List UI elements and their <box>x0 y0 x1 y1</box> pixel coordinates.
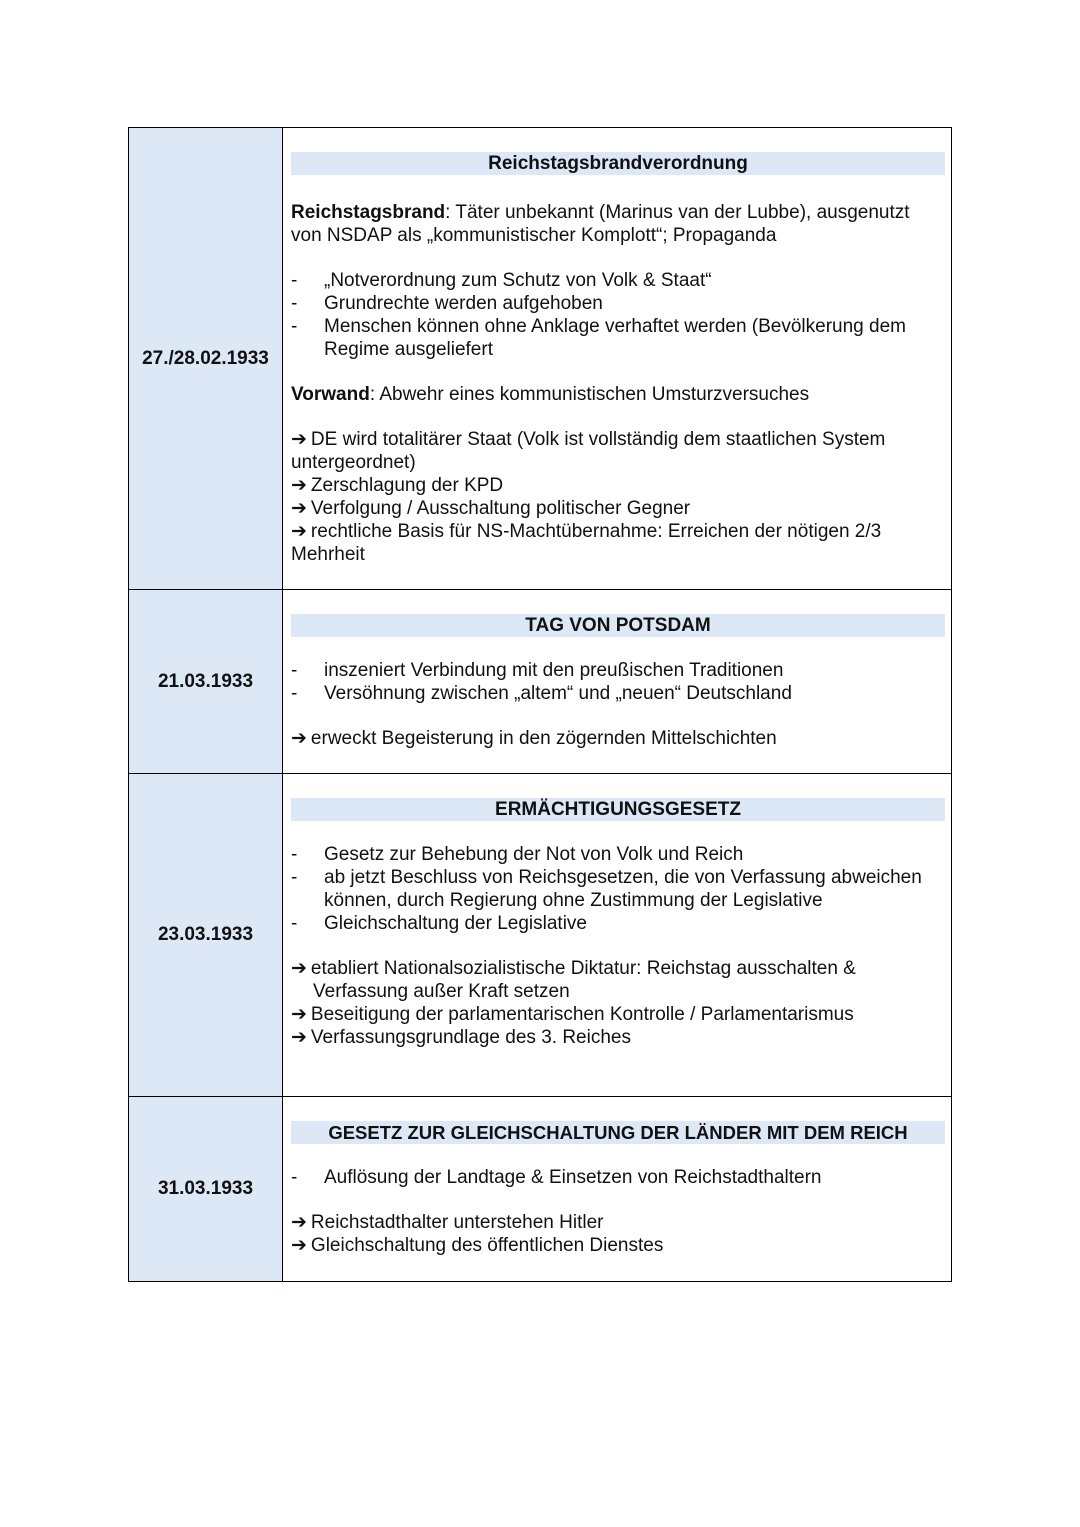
bullet-list <box>291 843 945 935</box>
list-item: - Menschen können ohne Anklage verhaftet werden (Bevölkerung dem Regime ausgeliefert <box>291 315 945 361</box>
consequence-list <box>291 428 945 566</box>
section-heading: ERMÄCHTIGUNGSGESETZ <box>291 798 945 821</box>
table-row <box>129 1096 951 1281</box>
date-cell: 23.03.1933 <box>129 774 283 1096</box>
arrow-icon: ➔ <box>291 1212 307 1233</box>
bullet-list <box>291 1166 945 1189</box>
timeline-table <box>128 127 952 1282</box>
content-cell <box>283 590 951 773</box>
table-row <box>129 773 951 1096</box>
section-heading: GESETZ ZUR GLEICHSCHALTUNG DER LÄNDER MIT DEM REICH <box>291 1121 945 1144</box>
arrow-icon: ➔ <box>291 498 307 519</box>
list-item: - „Notverordnung zum Schutz von Volk & Staat“ <box>291 269 945 292</box>
consequence-list <box>291 727 945 750</box>
list-item: - Gesetz zur Behebung der Not von Volk und Reich <box>291 843 945 866</box>
arrow-icon: ➔ <box>291 1235 307 1256</box>
consequence-item: ➔ rechtliche Basis für NS-Machtübernahme: Erreichen der nötigen 2/3 Mehrheit <box>291 521 882 565</box>
arrow-icon: ➔ <box>291 475 307 496</box>
consequence-item-continuation: Verfassung außer Kraft setzen <box>313 981 570 1002</box>
list-item: - Gleichschaltung der Legislative <box>291 912 945 935</box>
consequence-item: ➔ Zerschlagung der KPD <box>291 475 504 496</box>
list-item: - Versöhnung zwischen „altem“ und „neuen“ Deutschland <box>291 682 945 705</box>
list-item: - inszeniert Verbindung mit den preußischen Traditionen <box>291 659 945 682</box>
arrow-icon: ➔ <box>291 521 307 542</box>
table-row <box>129 589 951 773</box>
consequence-list <box>291 957 945 1049</box>
arrow-icon: ➔ <box>291 429 307 450</box>
content-cell <box>283 774 951 1096</box>
consequence-item: ➔ Beseitigung der parlamentarischen Kontrolle / Parlamentarismus <box>291 1004 854 1025</box>
consequence-item: ➔ Verfolgung / Ausschaltung politischer Gegner <box>291 498 691 519</box>
bullet-list <box>291 659 945 705</box>
content-cell <box>283 1097 951 1281</box>
section-heading: TAG VON POTSDAM <box>291 614 945 637</box>
consequence-item: ➔ Gleichschaltung des öffentlichen Dienstes <box>291 1235 664 1256</box>
list-item: - Grundrechte werden aufgehoben <box>291 292 945 315</box>
section-heading: Reichstagsbrandverordnung <box>291 152 945 175</box>
list-item: - Auflösung der Landtage & Einsetzen von Reichstadthaltern <box>291 1166 945 1189</box>
consequence-item: ➔ Reichstadthalter unterstehen Hitler <box>291 1212 604 1233</box>
pretext-text: : Abwehr eines kommunistischen Umsturzversuches <box>369 384 810 405</box>
arrow-icon: ➔ <box>291 958 307 979</box>
consequence-item: ➔ Verfassungsgrundlage des 3. Reiches <box>291 1027 631 1048</box>
table-row <box>129 128 951 589</box>
list-item: - ab jetzt Beschluss von Reichsgesetzen, die von Verfassung abweichen können, durch Regierung ohne Zustimmung der Legislative <box>291 866 945 912</box>
content-cell <box>283 128 951 589</box>
pretext-paragraph <box>291 383 945 406</box>
pretext-bold: Vorwand <box>291 384 370 405</box>
bullet-list <box>291 269 945 361</box>
consequence-item: ➔ erweckt Begeisterung in den zögernden Mittelschichten <box>291 728 777 749</box>
arrow-icon: ➔ <box>291 1027 307 1048</box>
consequence-item: ➔ etabliert Nationalsozialistische Diktatur: Reichstag ausschalten & <box>291 958 856 979</box>
arrow-icon: ➔ <box>291 1004 307 1025</box>
intro-paragraph <box>291 201 945 247</box>
date-cell: 21.03.1933 <box>129 590 283 773</box>
date-cell: 27./28.02.1933 <box>129 128 283 589</box>
consequence-item: ➔ DE wird totalitärer Staat (Volk ist vollständig dem staatlichen System untergeordnet) <box>291 429 886 473</box>
intro-text: : Täter unbekannt (Marinus van der Lubbe), ausgenutzt von NSDAP als „kommunistischer Komplott“; Propaganda <box>291 202 910 246</box>
arrow-icon: ➔ <box>291 728 307 749</box>
intro-bold: Reichstagsbrand <box>291 202 446 223</box>
date-cell: 31.03.1933 <box>129 1097 283 1281</box>
consequence-list <box>291 1211 945 1257</box>
